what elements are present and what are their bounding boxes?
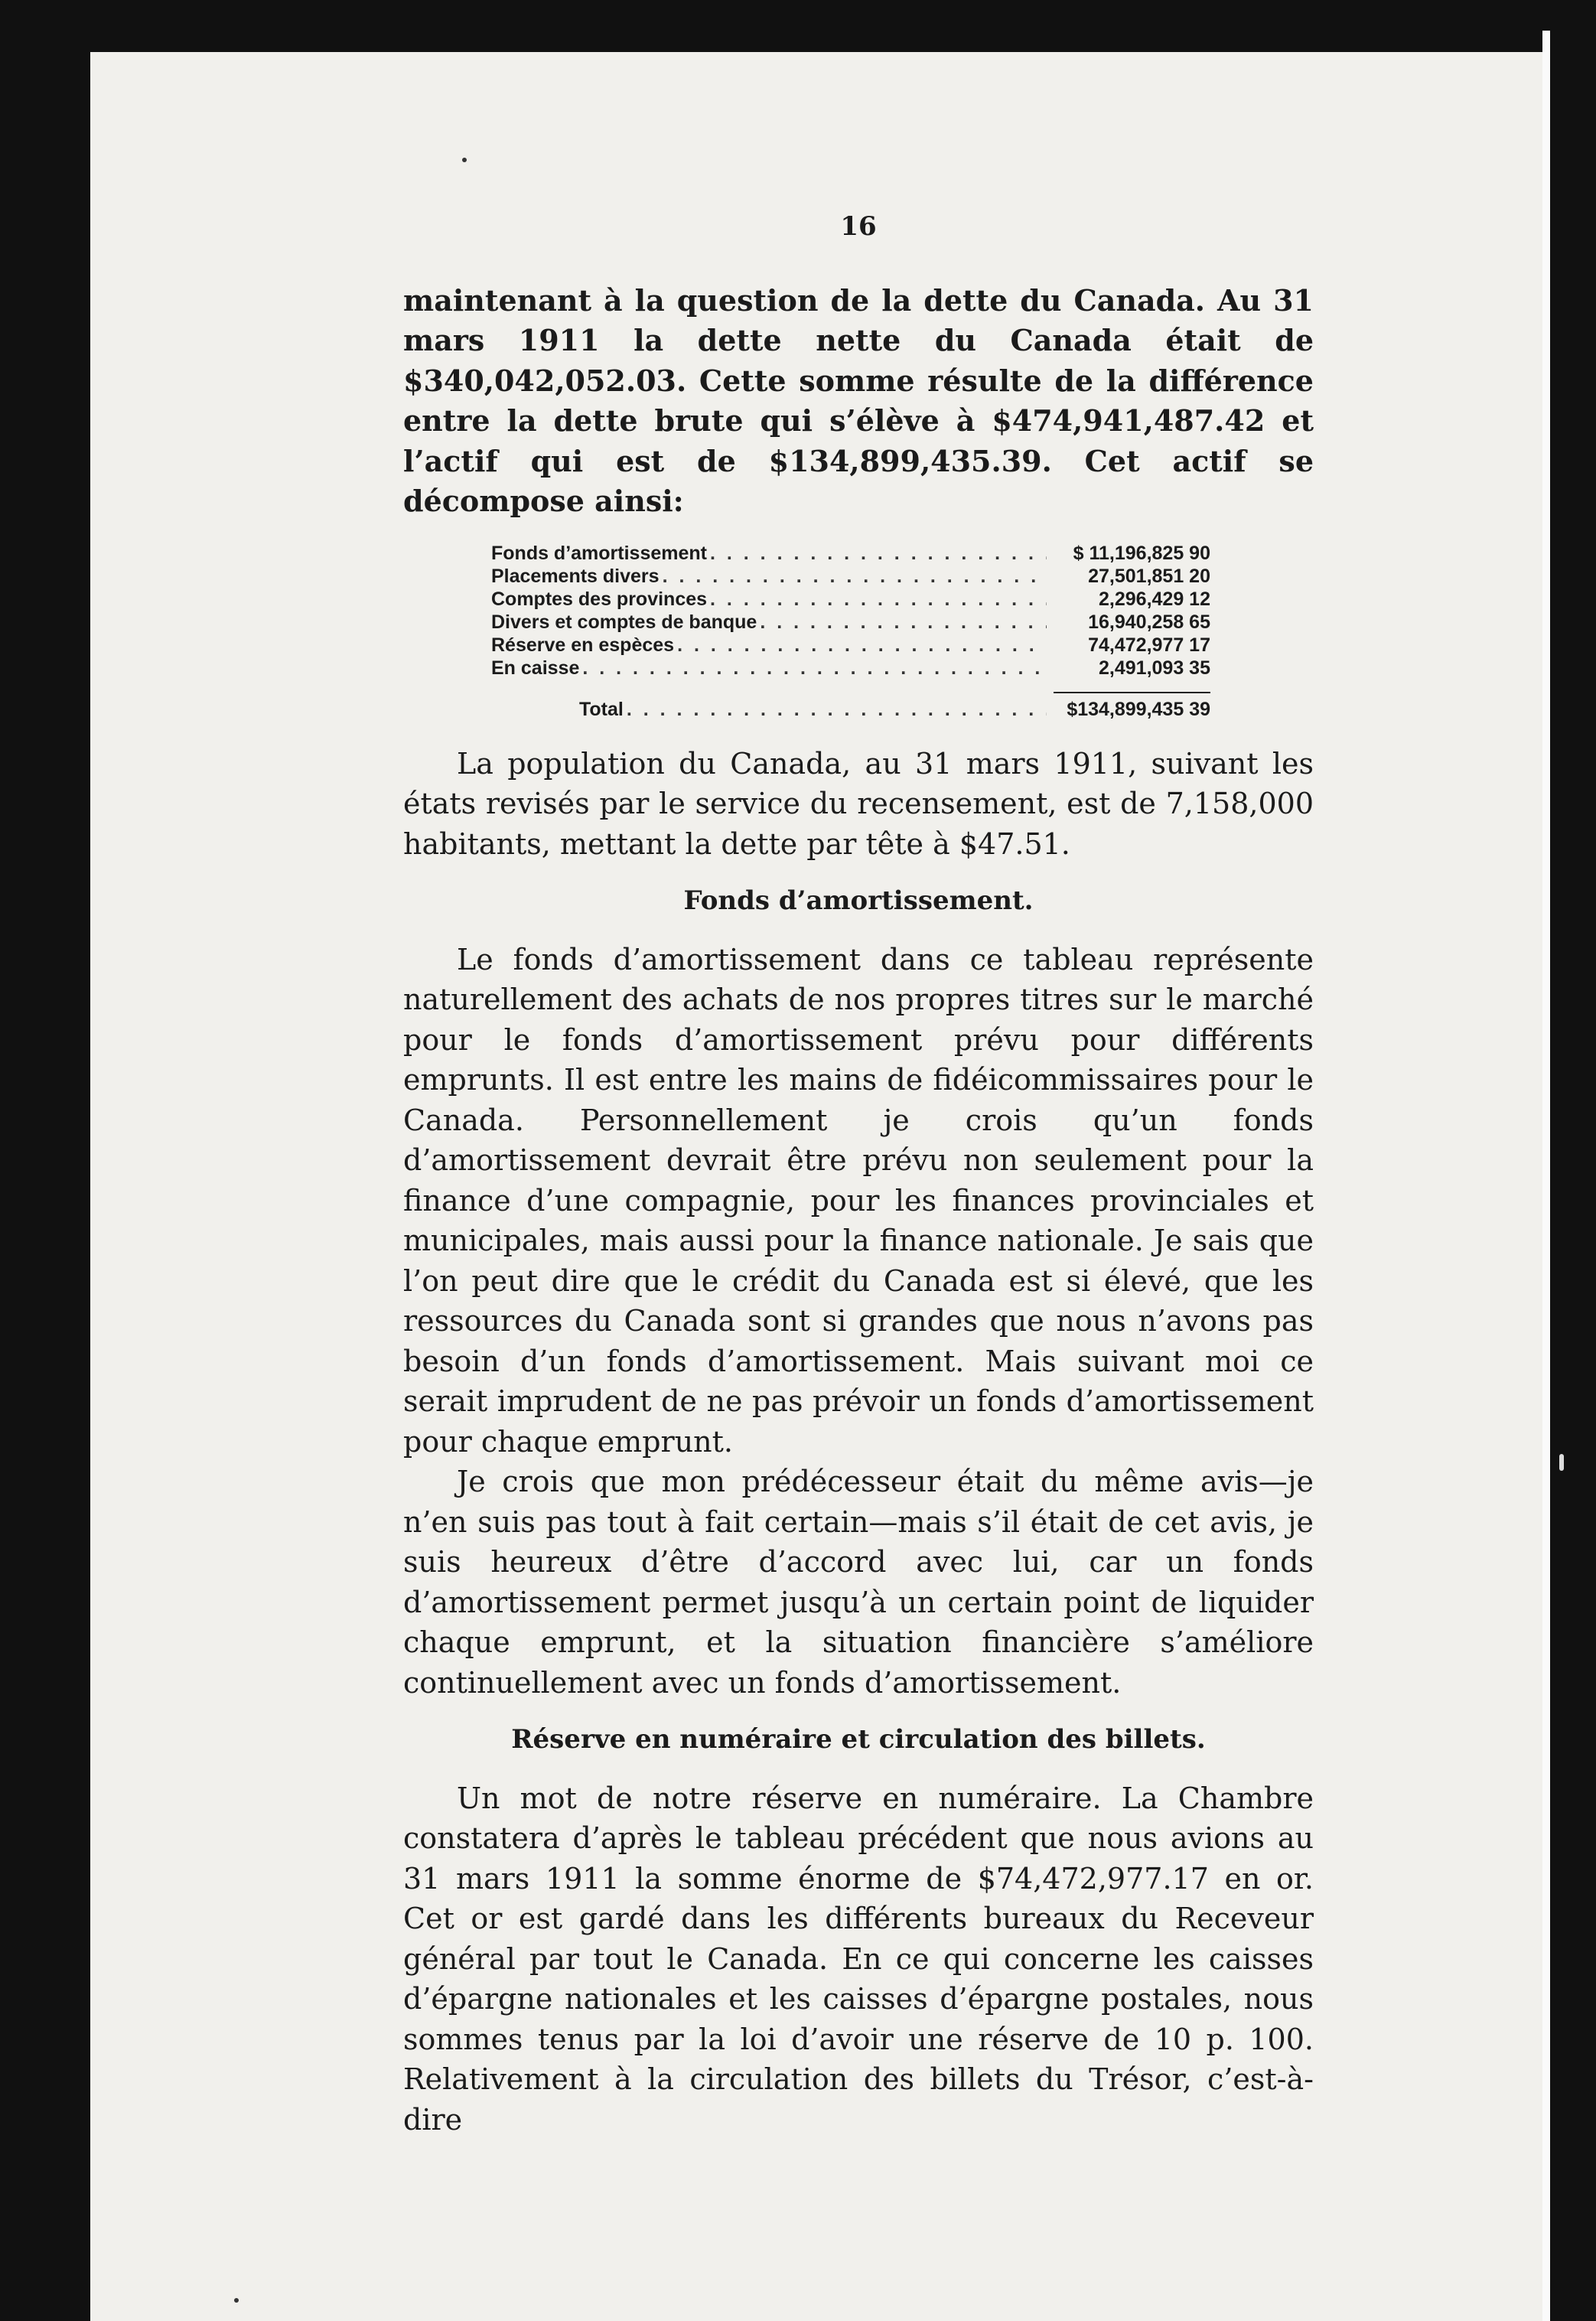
sinking-fund-paragraph: Le fonds d’amortissement dans ce tableau représente naturellement des achats de nos propres titres sur le marché pour le fonds d’amortissement prévu pour différents emprunts. Il est entre les mains de fidéicommissaires pour le Canada. Personnellement je crois qu’un fonds d’amortissement devrait être prévu non seulement pour la finance d’une compagnie, pour les finances provinciales et municipales, mais aussi pour la finance nationale. Je sais que l’on peut dire que le crédit du Canada est si élevé, que les ressources du Canada sont si grandes que nous n’avons pas besoin d’un fonds d’amortissement. Mais suivant moi ce serait imprudent de ne pas prévoir un fonds d’amortissement pour chaque emprunt. <box>403 942 1314 1459</box>
asset-label: Divers et comptes de banque <box>491 611 757 633</box>
scan-speck <box>462 158 467 162</box>
total-row <box>491 698 1210 721</box>
section-heading-reserve: Réserve en numéraire et circulation des billets. <box>511 1724 1206 1755</box>
asset-label: Comptes des provinces <box>491 588 708 610</box>
reserve-paragraph: Un mot de notre réserve en numéraire. La Chambre constatera d’après le tableau précédent que nous avions au 31 mars 1911 la somme énorme de $74,472,977.17 en or. Cet or est gardé dans les différents bureaux du Receveur général par tout le Canada. En ce qui concerne les caisses d’épargne nationales et les caisses d’épargne postales, nous sommes tenus par la loi d’avoir une réserve de 10 p. 100. Relativement à la circulation des billets du Trésor, c’est-à-dire <box>403 1781 1314 2137</box>
leader-dots <box>710 542 1047 565</box>
assets-table <box>491 542 1210 721</box>
leader-dots <box>710 588 1047 611</box>
total-label: Total <box>579 698 624 720</box>
asset-amount: 16,940,258 65 <box>1088 611 1210 633</box>
assets-row <box>491 634 1210 657</box>
page-content <box>403 207 1314 2140</box>
intro-paragraph: maintenant à la question de la dette du Canada. Au 31 mars 1911 la dette nette du Canada était de $340,042,052.03. Cette somme résulte de la différence entre la dette brute qui s’élève à $474,941,487.42 et l’actif qui est de $134,899,435.39. Cet actif se décompose ainsi: <box>403 282 1314 518</box>
total-rule <box>1054 692 1210 693</box>
asset-amount: 2,491,093 35 <box>1099 657 1210 679</box>
assets-row <box>491 657 1210 680</box>
leader-dots <box>663 565 1047 588</box>
asset-label: Fonds d’amortissement <box>491 542 707 564</box>
asset-label: En caisse <box>491 657 580 679</box>
asset-amount: 27,501,851 20 <box>1088 565 1210 587</box>
leader-dots <box>627 698 1047 721</box>
leader-dots <box>582 657 1047 680</box>
scan-mark <box>1559 1454 1564 1471</box>
scan-speck <box>234 2298 239 2303</box>
asset-amount: 2,296,429 12 <box>1099 588 1210 610</box>
asset-amount: $ 11,196,825 90 <box>1073 542 1210 564</box>
asset-label: Placements divers <box>491 565 660 587</box>
section-heading-sinking-fund: Fonds d’amortissement. <box>683 885 1034 916</box>
page-edge <box>1542 31 1550 2321</box>
population-paragraph: La population du Canada, au 31 mars 1911, suivant les états revisés par le service du recensement, est de 7,158,000 habitants, mettant la dette par tête à $47.51. <box>403 746 1314 861</box>
total-amount: $134,899,435 39 <box>1067 698 1210 720</box>
leader-dots <box>677 634 1047 657</box>
assets-row <box>491 565 1210 588</box>
asset-label: Réserve en espèces <box>491 634 675 656</box>
page-number: 16 <box>840 211 877 242</box>
asset-amount: 74,472,977 17 <box>1088 634 1210 656</box>
sinking-fund-paragraph: Je crois que mon prédécesseur était du même avis—je n’en suis pas tout à fait certain—mais s’il était de cet avis, je suis heureux d’être d’accord avec lui, car un fonds d’amortissement permet jusqu’à un certain point de liquider chaque emprunt, et la situation financière s’améliore continuellement avec un fonds d’amortissement. <box>403 1465 1314 1700</box>
assets-row <box>491 611 1210 634</box>
assets-row <box>491 542 1210 565</box>
assets-row <box>491 588 1210 611</box>
leader-dots <box>760 611 1047 634</box>
